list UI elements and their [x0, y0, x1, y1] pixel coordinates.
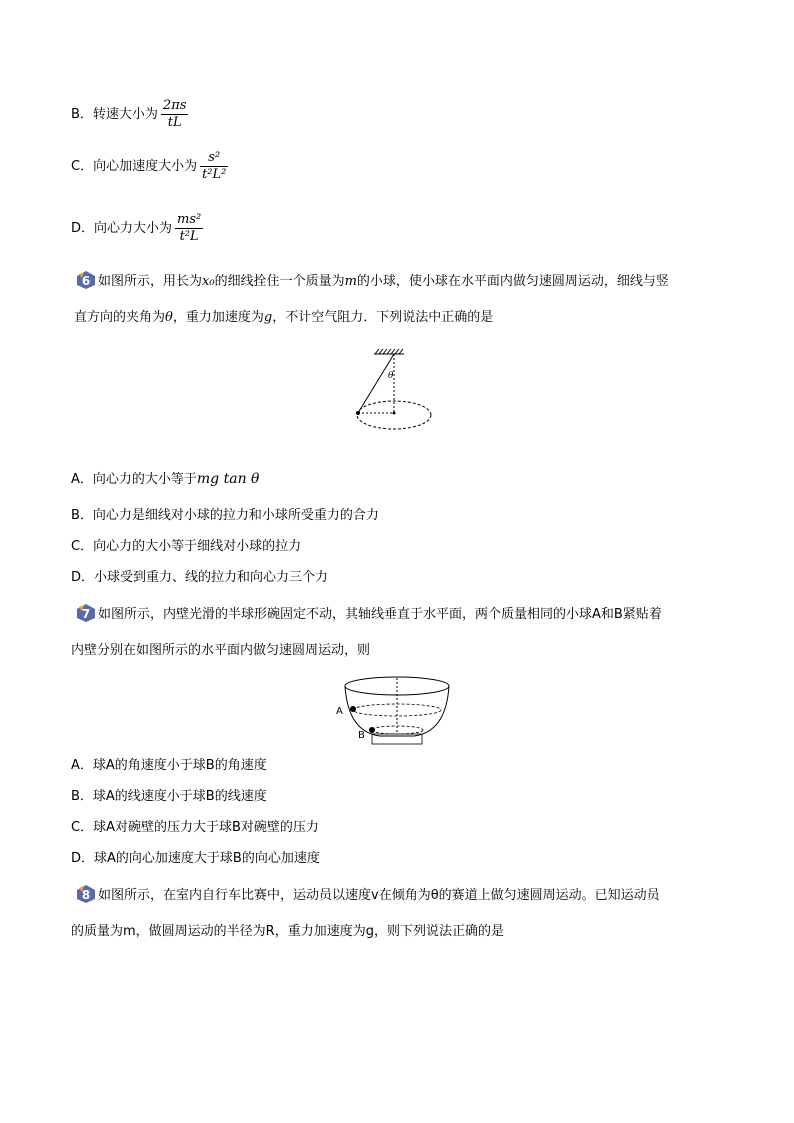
question-6-text: ，重力加速度为 — [172, 310, 264, 325]
q7-option-c: C．球A对碗壁的压力大于球B对碗壁的压力 — [71, 820, 319, 835]
q7-option-a: A．球A的角速度小于球B的角速度 — [71, 758, 267, 773]
fraction-numerator: ms² — [177, 212, 202, 227]
q6-option-a-text: A．向心力的大小等于 — [71, 472, 197, 487]
q6-option-d: D．小球受到重力、线的拉力和向心力三个力 — [71, 570, 329, 585]
question-7-text: 如图所示，内壁光滑的半球形碗固定不动，其轴线垂直于水平面，两个质量相同的小球A和B紧贴着 — [98, 607, 662, 622]
var-m: m — [344, 274, 357, 289]
q7-option-d: D．球A的向心加速度大于球B的向心加速度 — [71, 851, 320, 866]
question-8-text: 如图所示，在室内自行车比赛中，运动员以速度v在倾角为θ的赛道上做匀速圆周运动。已知运动员 — [98, 888, 660, 903]
question-7-line1 — [76, 597, 726, 633]
conical-pendulum-figure — [350, 348, 440, 438]
question-7 — [71, 597, 726, 669]
q6-option-b: B．向心力是细线对小球的拉力和小球所受重力的合力 — [71, 508, 379, 523]
theta-label: θ — [388, 371, 394, 381]
question-8-line1 — [76, 878, 726, 914]
q6-option-a-expr: mg tan θ — [196, 471, 260, 487]
question-6-text: ，不计空气阻力．下列说法中正确的是 — [272, 310, 494, 325]
q6-option-c: C．向心力的大小等于细线对小球的拉力 — [71, 539, 302, 554]
fraction-denominator: t²L — [175, 228, 203, 245]
ball-b-label: B — [358, 730, 365, 741]
svg-text:7: 7 — [81, 607, 91, 621]
var-theta: θ — [165, 310, 173, 325]
question-6-text: 的细线拴住一个质量为 — [214, 274, 345, 289]
fraction-numerator: s² — [208, 150, 221, 165]
fraction-denominator: tL — [161, 114, 189, 131]
option-d-text: D．向心力大小为 — [71, 221, 173, 236]
q6-option-a — [71, 470, 259, 489]
option-d-prev — [71, 212, 203, 245]
q7-option-b: B．球A的线速度小于球B的线速度 — [71, 789, 267, 804]
fraction — [175, 212, 203, 245]
question-8 — [71, 878, 726, 950]
fraction-numerator: 2πs — [162, 98, 187, 113]
question-8-line2: 的质量为m，做圆周运动的半径为R，重力加速度为g，则下列说法正确的是 — [71, 924, 504, 939]
option-c-text: C．向心加速度大小为 — [71, 159, 198, 174]
svg-text:6: 6 — [81, 274, 91, 288]
question-number-badge-icon — [76, 603, 96, 623]
question-number-badge-icon — [76, 884, 96, 904]
hemispherical-bowl-figure — [332, 672, 457, 750]
question-6 — [76, 264, 726, 336]
ball-a-label: A — [336, 706, 343, 717]
svg-text:8: 8 — [81, 888, 91, 902]
question-6-text: 直方向的夹角为 — [74, 310, 166, 325]
option-b-prev — [71, 98, 188, 131]
var-g: g — [263, 310, 273, 325]
question-6-line2 — [74, 300, 726, 336]
fraction — [200, 150, 228, 183]
var-x0: x₀ — [202, 274, 215, 289]
question-number-badge-icon — [76, 270, 96, 290]
option-b-text: B．转速大小为 — [71, 107, 158, 122]
question-7-line2: 内壁分别在如图所示的水平面内做匀速圆周运动，则 — [71, 643, 371, 658]
question-6-line1 — [76, 264, 726, 300]
option-c-prev — [71, 150, 228, 183]
question-6-text: 的小球，使小球在水平面内做匀速圆周运动，细线与竖 — [356, 274, 669, 289]
fraction-denominator: t²L² — [202, 167, 227, 182]
fraction — [161, 98, 189, 131]
question-6-text: 如图所示，用长为 — [98, 274, 203, 289]
